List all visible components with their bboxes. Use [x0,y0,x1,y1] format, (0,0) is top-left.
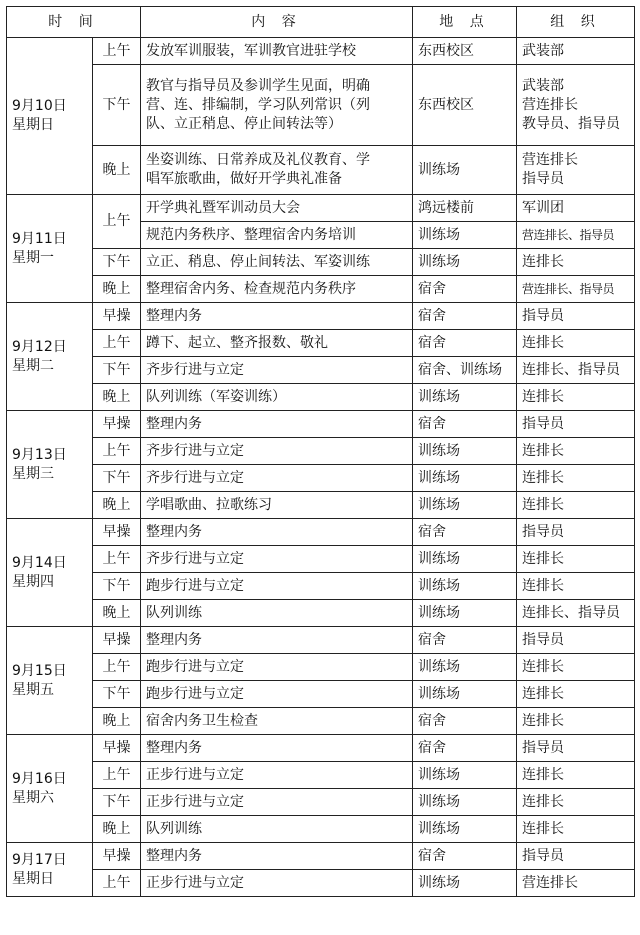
activity-content [141,681,413,708]
period-label: 下午 [93,249,141,276]
schedule-row [7,465,635,492]
day-cell [7,38,93,195]
activity-content [141,816,413,843]
organizer-line: 连排长 [522,577,565,594]
activity-location: 训练场 [413,573,517,600]
activity-content-line: 正步行进与立定 [146,874,245,891]
day-date: 9月11日 [12,230,67,247]
organizer-line: 指导员 [522,171,565,187]
day-cell [7,195,93,303]
activity-content-line: 整理宿舍内务、检查规范内务秩序 [146,280,357,297]
activity-content-line: 齐步行进与立定 [146,469,245,486]
activity-organizer [517,38,635,65]
activity-content-line: 蹲下、起立、整齐报数、敬礼 [146,334,329,351]
organizer-line: 武装部 [522,77,565,94]
organizer-line: 连排长、指导员 [522,604,621,621]
period-label: 晚上 [93,492,141,519]
activity-content [141,600,413,627]
activity-organizer [517,465,635,492]
organizer-line: 连排长 [522,334,565,351]
organizer-line: 指导员 [522,739,565,756]
organizer-line: 营连排长 [522,874,579,891]
header-row [7,7,635,38]
activity-location: 宿舍 [413,276,517,303]
schedule-row [7,870,635,897]
activity-location: 训练场 [413,681,517,708]
schedule-row [7,789,635,816]
organizer-line: 连排长 [522,685,565,702]
period-label: 上午 [93,438,141,465]
day-date: 9月17日 [12,851,67,868]
activity-content-line: 整理内务 [146,739,203,756]
activity-location: 训练场 [413,654,517,681]
activity-content [141,303,413,330]
period-label: 晚上 [93,276,141,303]
activity-organizer [517,627,635,654]
activity-location: 训练场 [413,546,517,573]
schedule-row [7,65,635,146]
activity-content [141,843,413,870]
activity-location: 东西校区 [413,38,517,65]
activity-organizer [517,357,635,384]
organizer-line: 连排长 [522,766,565,783]
activity-location: 宿舍 [413,411,517,438]
day-weekday: 星期一 [12,249,54,266]
header-organizer: 组 织 [517,7,635,38]
organizer-line: 营连排长 [522,96,579,113]
period-label: 上午 [93,38,141,65]
activity-organizer [517,708,635,735]
activity-content-line: 队列训练（军姿训练） [146,388,287,405]
organizer-line: 连排长 [522,469,565,486]
activity-location: 训练场 [413,492,517,519]
activity-content [141,735,413,762]
activity-organizer [517,222,635,249]
activity-content-line: 开学典礼暨军训动员大会 [146,199,301,216]
activity-content [141,708,413,735]
schedule-row [7,249,635,276]
period-label: 晚上 [93,816,141,843]
day-date: 9月16日 [12,770,67,787]
period-label: 上午 [93,195,141,249]
organizer-line: 连排长 [522,442,565,459]
schedule-row [7,384,635,411]
activity-content-line: 整理内务 [146,631,203,648]
activity-content-line: 正步行进与立定 [146,766,245,783]
activity-location: 训练场 [413,438,517,465]
schedule-row [7,276,635,303]
activity-content-line: 整理内务 [146,307,203,324]
activity-content-line: 整理内务 [146,415,203,432]
schedule-row [7,816,635,843]
activity-content [141,762,413,789]
organizer-line: 教导员、指导员 [522,115,621,132]
activity-location: 训练场 [413,249,517,276]
activity-organizer [517,195,635,222]
day-date: 9月13日 [12,446,67,463]
day-cell [7,303,93,411]
activity-content [141,654,413,681]
schedule-row [7,546,635,573]
schedule-body [7,38,635,897]
activity-organizer [517,870,635,897]
activity-content [141,276,413,303]
activity-organizer [517,546,635,573]
organizer-line: 军训团 [522,199,565,216]
activity-organizer [517,600,635,627]
activity-location: 训练场 [413,870,517,897]
period-label: 早操 [93,735,141,762]
schedule-row [7,357,635,384]
day-cell [7,843,93,897]
activity-content-line: 教官与指导员及参训学生见面，明确 [146,77,371,94]
activity-location: 宿舍 [413,843,517,870]
period-label: 下午 [93,465,141,492]
activity-location: 宿舍、训练场 [413,357,517,384]
header-content: 内 容 [141,7,413,38]
activity-content-line: 齐步行进与立定 [146,442,245,459]
activity-organizer [517,816,635,843]
activity-location: 宿舍 [413,303,517,330]
activity-organizer [517,762,635,789]
schedule-row [7,627,635,654]
organizer-line: 连排长 [522,496,565,513]
activity-content [141,465,413,492]
period-label: 上午 [93,330,141,357]
organizer-line: 指导员 [522,847,565,864]
activity-content-line: 跑步行进与立定 [146,658,245,675]
training-schedule-table [6,6,635,897]
activity-location: 宿舍 [413,627,517,654]
activity-organizer [517,276,635,303]
schedule-row [7,38,635,65]
schedule-row [7,654,635,681]
organizer-line: 指导员 [522,631,565,648]
schedule-row [7,330,635,357]
activity-location: 训练场 [413,222,517,249]
activity-organizer [517,681,635,708]
activity-organizer [517,65,635,146]
organizer-line: 营连排长 [522,152,579,168]
schedule-row [7,146,635,195]
activity-content-line: 齐步行进与立定 [146,361,245,378]
organizer-line: 连排长 [522,820,565,837]
activity-location: 训练场 [413,384,517,411]
activity-content-line: 正步行进与立定 [146,793,245,810]
organizer-line: 连排长 [522,712,565,729]
activity-location: 训练场 [413,762,517,789]
activity-content [141,330,413,357]
activity-organizer [517,654,635,681]
activity-content-line: 跑步行进与立定 [146,685,245,702]
activity-content [141,65,413,146]
activity-content [141,573,413,600]
activity-organizer [517,249,635,276]
activity-location: 训练场 [413,816,517,843]
activity-content [141,789,413,816]
period-label: 晚上 [93,600,141,627]
header-location: 地 点 [413,7,517,38]
activity-location: 宿舍 [413,708,517,735]
day-cell [7,519,93,627]
period-label: 早操 [93,843,141,870]
organizer-line: 营连排长、指导员 [522,227,615,242]
schedule-row [7,600,635,627]
activity-location: 训练场 [413,600,517,627]
day-date: 9月14日 [12,554,67,571]
period-label: 下午 [93,681,141,708]
schedule-row [7,492,635,519]
day-date: 9月15日 [12,662,67,679]
activity-location: 宿舍 [413,330,517,357]
header-time: 时 间 [7,7,141,38]
activity-content [141,519,413,546]
schedule-row [7,195,635,222]
activity-content [141,438,413,465]
period-label: 上午 [93,870,141,897]
activity-organizer [517,330,635,357]
day-date: 9月12日 [12,338,67,355]
activity-content [141,357,413,384]
activity-organizer [517,303,635,330]
activity-content-line: 队、立正稍息、停止间转法等） [146,115,343,132]
day-weekday: 星期日 [12,117,54,133]
activity-organizer [517,146,635,195]
organizer-line: 连排长、指导员 [522,361,621,378]
schedule-row [7,573,635,600]
schedule-row [7,708,635,735]
period-label: 晚上 [93,146,141,195]
activity-content-line: 整理内务 [146,847,203,864]
period-label: 晚上 [93,384,141,411]
activity-location: 训练场 [413,465,517,492]
activity-organizer [517,519,635,546]
activity-content-line: 唱军旅歌曲，做好开学典礼准备 [146,171,343,187]
schedule-row [7,411,635,438]
day-date: 9月10日 [12,98,67,114]
activity-content [141,384,413,411]
period-label: 下午 [93,65,141,146]
day-cell [7,627,93,735]
activity-content [141,38,413,65]
organizer-line: 指导员 [522,307,565,324]
day-weekday: 星期二 [12,357,54,374]
period-label: 下午 [93,573,141,600]
activity-location: 东西校区 [413,65,517,146]
period-label: 下午 [93,357,141,384]
schedule-row [7,438,635,465]
activity-organizer [517,411,635,438]
period-label: 上午 [93,546,141,573]
day-weekday: 星期三 [12,465,54,482]
day-cell [7,411,93,519]
activity-content-line: 规范内务秩序、整理宿舍内务培训 [146,226,357,243]
activity-content-line: 学唱歌曲、拉歌练习 [146,496,273,513]
period-label: 晚上 [93,708,141,735]
activity-content [141,870,413,897]
period-label: 上午 [93,762,141,789]
schedule-row [7,681,635,708]
activity-organizer [517,789,635,816]
activity-organizer [517,843,635,870]
period-label: 早操 [93,519,141,546]
activity-organizer [517,735,635,762]
organizer-line: 连排长 [522,658,565,675]
organizer-line: 营连排长、指导员 [522,281,615,296]
activity-content-line: 队列训练 [146,604,203,621]
activity-location: 宿舍 [413,735,517,762]
organizer-line: 连排长 [522,550,565,567]
period-label: 下午 [93,789,141,816]
organizer-line: 指导员 [522,523,565,540]
activity-content [141,222,413,249]
schedule-row [7,735,635,762]
day-weekday: 星期日 [12,870,54,887]
activity-location: 训练场 [413,789,517,816]
schedule-row [7,519,635,546]
activity-location: 训练场 [413,146,517,195]
activity-organizer [517,492,635,519]
period-label: 早操 [93,303,141,330]
day-weekday: 星期五 [12,681,54,698]
activity-content-line: 坐姿训练、日常养成及礼仪教育、学 [146,152,371,168]
activity-content-line: 齐步行进与立定 [146,550,245,567]
activity-organizer [517,384,635,411]
activity-content [141,411,413,438]
day-weekday: 星期四 [12,573,54,590]
day-weekday: 星期六 [12,789,54,806]
organizer-line: 连排长 [522,253,565,270]
activity-location: 宿舍 [413,519,517,546]
activity-content [141,546,413,573]
activity-content-line: 队列训练 [146,820,203,837]
activity-content-line: 跑步行进与立定 [146,577,245,594]
activity-content-line: 宿舍内务卫生检查 [146,712,259,729]
activity-content [141,195,413,222]
activity-content [141,627,413,654]
organizer-line: 指导员 [522,415,565,432]
activity-content-line: 整理内务 [146,523,203,540]
day-cell [7,735,93,843]
activity-content-line: 营、连、排编制，学习队列常识（列 [146,96,371,113]
activity-organizer [517,438,635,465]
activity-content [141,492,413,519]
schedule-row [7,303,635,330]
schedule-row [7,843,635,870]
activity-organizer [517,573,635,600]
period-label: 早操 [93,411,141,438]
activity-content [141,249,413,276]
period-label: 早操 [93,627,141,654]
schedule-row [7,762,635,789]
period-label: 上午 [93,654,141,681]
organizer-line: 武装部 [522,42,565,59]
activity-content [141,146,413,195]
organizer-line: 连排长 [522,793,565,810]
activity-location: 鸿远楼前 [413,195,517,222]
organizer-line: 连排长 [522,388,565,405]
activity-content-line: 立正、稍息、停止间转法、军姿训练 [146,253,371,270]
activity-content-line: 发放军训服装，军训教官进驻学校 [146,42,357,59]
